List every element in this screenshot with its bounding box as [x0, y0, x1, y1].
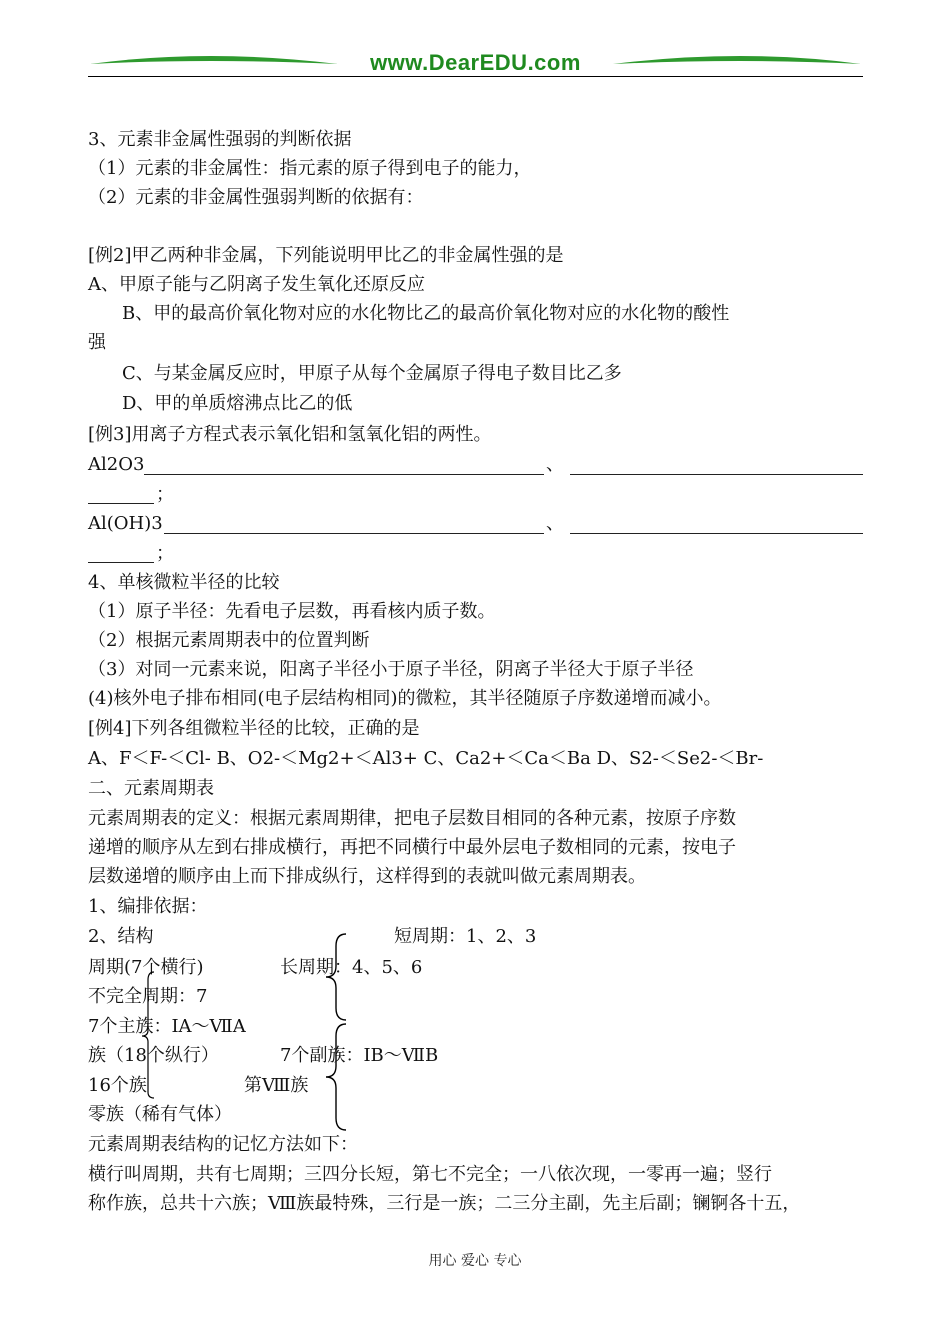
- sixteen-groups: 16个族: [88, 1075, 147, 1096]
- group-brace: [320, 1022, 350, 1132]
- option-b-continued: 强: [88, 332, 106, 353]
- header-rule: [88, 76, 863, 77]
- header-banner: [88, 50, 863, 78]
- answer-blank: [144, 474, 544, 475]
- text-line: 1、编排依据：: [88, 896, 208, 917]
- semicolon: ；: [156, 484, 174, 505]
- group-label: 族（18个纵行）: [88, 1045, 219, 1066]
- text-line: （2）元素的非金属性强弱判断的依据有：: [88, 187, 424, 208]
- answer-blank: [88, 562, 154, 563]
- text-line: 称作族，总共十六族；Ⅷ族最特殊，三行是一族；二三分主副，先主后副；镧锕各十五，: [88, 1193, 801, 1214]
- example-2-question: [例2]甲乙两种非金属，下列能说明甲比乙的非金属性强的是: [88, 245, 564, 266]
- text-line: 元素周期表结构的记忆方法如下：: [88, 1134, 358, 1155]
- short-period: 短周期：1、2、3: [394, 926, 537, 947]
- chapter-heading: 二、元素周期表: [88, 778, 214, 799]
- option-b: B、甲的最高价氧化物对应的水化物比乙的最高价氧化物对应的水化物的酸性: [122, 303, 730, 324]
- text-line: 元素周期表的定义：根据元素周期律，把电子层数目相同的各种元素，按原子序数: [88, 808, 736, 829]
- text-line: (4)核外电子排布相同(电子层结构相同)的微粒，其半径随原子序数递增而减小。: [88, 688, 722, 709]
- separator: 、: [546, 454, 564, 475]
- side-brace: [120, 970, 160, 1100]
- zero-group: 零族（稀有气体）: [88, 1104, 232, 1125]
- main-groups: 7个主族：ⅠA～ⅦA: [88, 1016, 246, 1037]
- text-line: （1）原子半径：先看电子层数，再看核内质子数。: [88, 601, 496, 622]
- text-line: （2）根据元素周期表中的位置判断: [88, 630, 370, 651]
- text-line: 递增的顺序从左到右排成横行，再把不同横行中最外层电子数相同的元素，按电子: [88, 837, 736, 858]
- answer-blank: [570, 474, 863, 475]
- answer-blank: [570, 533, 863, 534]
- answer-blank: [164, 533, 544, 534]
- text-line: （1）元素的非金属性：指元素的原子得到电子的能力，: [88, 158, 532, 179]
- option-c: C、与某金属反应时，甲原子从每个金属原子得电子数目比乙多: [122, 363, 622, 384]
- structure-label: 2、结构: [88, 926, 154, 947]
- section-heading-4: 4、单核微粒半径的比较: [88, 572, 280, 593]
- al2o3-label: Al2O3: [88, 454, 145, 475]
- semicolon: ；: [156, 543, 174, 564]
- aloh3-label: Al(OH)3: [88, 513, 163, 534]
- page-footer: 用心 爱心 专心: [428, 1253, 522, 1269]
- incomplete-period: 不完全周期：7: [88, 986, 208, 1007]
- answer-blank: [88, 503, 154, 504]
- separator: 、: [546, 513, 564, 534]
- example-3-question: [例3]用离子方程式表示氧化铝和氢氧化铝的两性。: [88, 424, 492, 445]
- text-line: 横行叫周期，共有七周期；三四分长短，第七不完全；一八依次现，一零再一遍；竖行: [88, 1164, 772, 1185]
- example-4-question: [例4]下列各组微粒半径的比较，正确的是: [88, 718, 420, 739]
- section-heading-3: 3、元素非金属性强弱的判断依据: [88, 129, 352, 150]
- site-logo-text[interactable]: www.DearEDU.com: [370, 50, 581, 75]
- example-4-options: A、F＜F-＜Cl- B、O2-＜Mg2+＜Al3+ C、Ca2+＜Ca＜Ba D、S2-＜Se2-＜Br-: [88, 748, 764, 769]
- group-viii: 第Ⅷ族: [244, 1075, 309, 1096]
- option-d: D、甲的单质熔沸点比乙的低: [122, 393, 353, 414]
- period-label: 周期(7个横行): [88, 957, 204, 978]
- period-brace: [320, 932, 350, 1022]
- text-line: 层数递增的顺序由上而下排成纵行，这样得到的表就叫做元素周期表。: [88, 866, 646, 887]
- text-line: （3）对同一元素来说，阳离子半径小于原子半径，阴离子半径大于原子半径: [88, 659, 694, 680]
- long-period: 长周期：4、5、6: [280, 957, 423, 978]
- sub-groups: 7个副族：ⅠB～ⅦB: [280, 1045, 439, 1066]
- option-a: A、甲原子能与乙阴离子发生氧化还原反应: [88, 274, 425, 295]
